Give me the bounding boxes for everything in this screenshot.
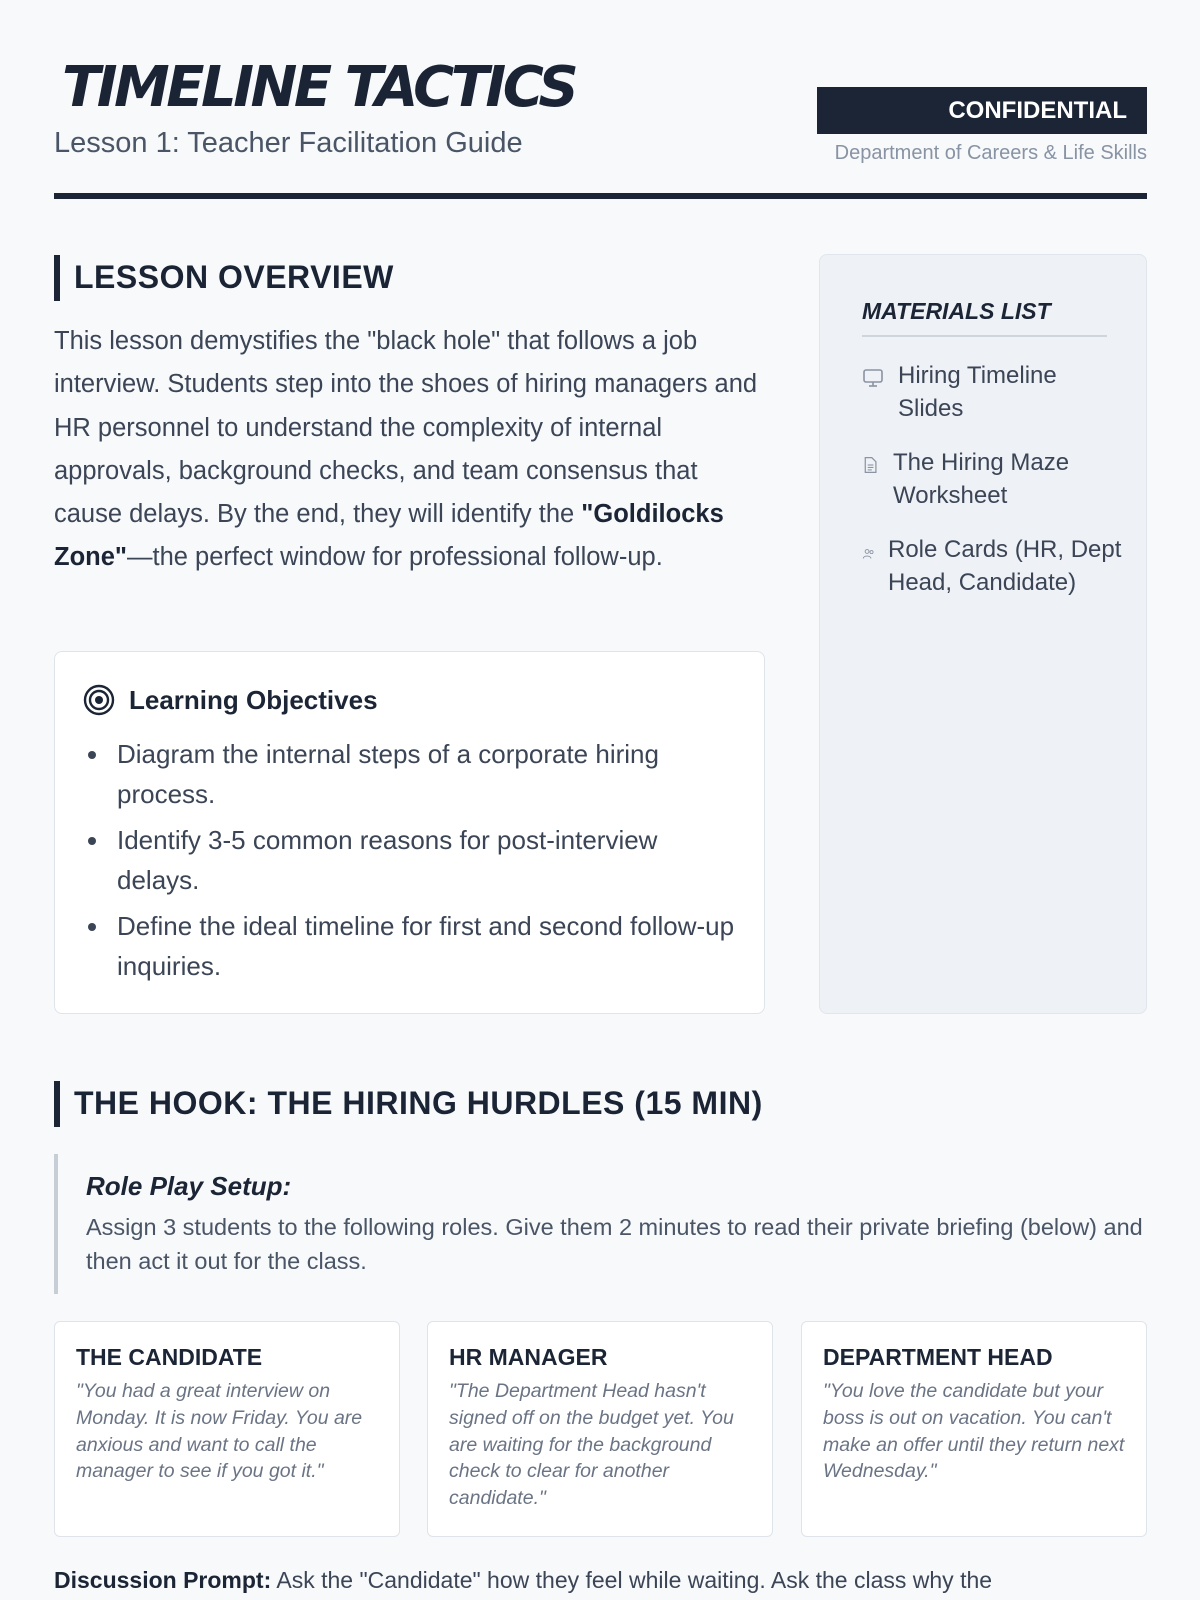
role-name: HR MANAGER <box>449 1344 608 1370</box>
header-divider <box>54 193 1147 199</box>
document-icon <box>862 454 880 476</box>
learning-objectives-list <box>85 734 735 992</box>
overview-text-start: This lesson demystifies the "black hole" that follows a job interview. Students step into the shoes of hiring managers and HR personnel to understand the complexity of internal approvals, background checks, and team consensus that cause delays. By the end, they will identify the <box>54 327 758 529</box>
people-icon <box>862 543 876 565</box>
material-item-slides <box>862 359 1122 425</box>
learning-objectives-card <box>54 651 765 1014</box>
role-play-setup-title: Role Play Setup: <box>86 1171 292 1201</box>
materials-list-title: MATERIALS LIST <box>862 295 1107 337</box>
material-label: Hiring Timeline Slides <box>898 362 1057 422</box>
material-item-role-cards <box>862 533 1122 599</box>
overview-text-end: —the perfect window for professional follow-up. <box>127 543 663 572</box>
document-title: TIMELINE TACTICS <box>62 55 576 120</box>
role-card-hr-manager <box>427 1321 773 1537</box>
materials-panel <box>819 254 1147 1014</box>
lesson-overview-heading: LESSON OVERVIEW <box>54 255 394 301</box>
lesson-guide-page <box>54 0 1147 1600</box>
target-icon <box>83 684 115 716</box>
document-subtitle: Lesson 1: Teacher Facilitation Guide <box>54 127 523 159</box>
role-name: DEPARTMENT HEAD <box>823 1344 1053 1370</box>
confidential-badge: CONFIDENTIAL <box>817 87 1147 134</box>
material-label: The Hiring Maze Worksheet <box>893 449 1070 509</box>
hook-section-heading: THE HOOK: THE HIRING HURDLES (15 MIN) <box>54 1081 763 1127</box>
header <box>54 52 1147 200</box>
objective-item: Identify 3-5 common reasons for post-interview delays. <box>85 820 735 900</box>
role-briefing: "The Department Head hasn't signed off on the budget yet. You are waiting for the background check to clear for another candidate." <box>449 1380 734 1510</box>
discussion-prompt-label: Discussion Prompt: <box>54 1567 272 1593</box>
objective-item: Diagram the internal steps of a corporate hiring process. <box>85 734 735 814</box>
role-briefing: "You had a great interview on Monday. It is now Friday. You are anxious and want to call the manager to see if you got it." <box>76 1380 363 1483</box>
lesson-overview-text <box>54 320 766 580</box>
role-card-candidate <box>54 1321 400 1537</box>
objective-item: Define the ideal timeline for first and second follow-up inquiries. <box>85 906 735 986</box>
discussion-prompt-text: Ask the "Candidate" how they feel while waiting. Ask the class why the <box>271 1567 993 1593</box>
monitor-icon <box>862 367 884 389</box>
goldilocks-zone-term: "Goldilocks Zone" <box>54 500 724 572</box>
learning-objectives-title: Learning Objectives <box>129 685 378 715</box>
department-label: Department of Careers & Life Skills <box>834 142 1147 164</box>
role-card-department-head <box>801 1321 1147 1537</box>
discussion-prompt <box>54 1563 1154 1597</box>
material-item-worksheet <box>862 446 1122 512</box>
material-label: Role Cards (HR, Dept Head, Candidate) <box>888 536 1122 596</box>
role-play-setup-text: Assign 3 students to the following roles. Give them 2 minutes to read their private briefing (below) and then act it out for the class. <box>86 1214 1143 1274</box>
role-briefing: "You love the candidate but your boss is out on vacation. You can't make an offer until they return next Wednesday." <box>823 1380 1125 1483</box>
role-name: THE CANDIDATE <box>76 1344 263 1370</box>
role-play-setup <box>54 1154 1147 1294</box>
